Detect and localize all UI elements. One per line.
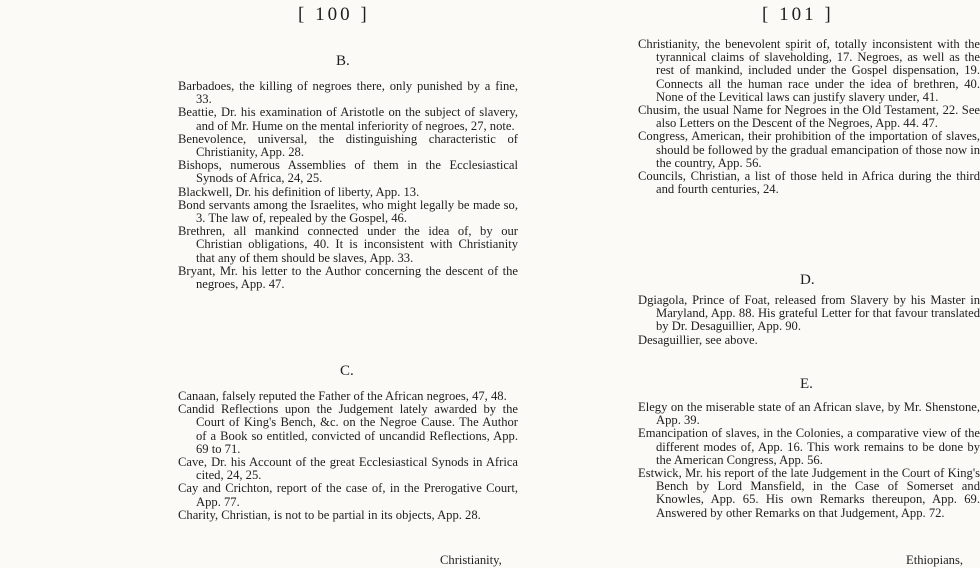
index-entry: Dgiagola, Prince of Foat, released from Slavery by his Master in Maryland, App. 88. His grateful Letter for that favour translated by Dr. Desaguillier, App. 90. [638,293,980,334]
catchword: Ethiopians, [906,553,964,567]
index-entry: Charity, Christian, is not to be partial in its objects, App. 28. [178,507,481,522]
index-entry: Estwick, Mr. his report of the late Judgement in the Court of King's Bench by Lord Mansfield, in the Case of Somerset and Knowles, App. 65. His own Remarks thereupon, App. 69. Answered by other Remarks on that Judgement, App. 72. [638,466,980,520]
page-number: [ 100 ] [298,4,370,25]
index-entry: Blackwell, Dr. his definition of liberty, App. 13. [178,184,420,199]
index-entry: Desaguillier, see above. [638,332,758,347]
index-entry: Bryant, Mr. his letter to the Author concerning the descent of the negroes, App. 47. [178,263,518,292]
section-heading-c: C. [340,363,354,379]
index-entry: Elegy on the miserable state of an African slave, by Mr. Shenstone, App. 39. [638,400,980,428]
index-entry: Cave, Dr. his Account of the great Ecclesiastical Synods in Africa cited, 24, 25. [178,455,518,483]
index-entry: Beattie, Dr. his examination of Aristotle on the subject of slavery, and of Mr. Hume on the mental inferiority of negroes, 27, note. [178,105,518,133]
index-entries-c [178,390,518,522]
section-heading-e: E. [800,376,813,392]
index-entry: Councils, Christian, a list of those held in Africa during the third and fourth centuries, 24. [638,169,980,197]
index-entries-d [638,294,980,347]
index-entry: Congress, American, their prohibition of the importation of slaves, should be followed by the gradual emancipation of those now in the country, App. 56. [638,129,980,170]
index-entry: Chusim, the usual Name for Negroes in the Old Testament, 22. See also Letters on the Descent of the Negroes, App. 44. 47. [638,103,980,131]
section-heading-d: D. [800,272,815,288]
index-entry: Cay and Crichton, report of the case of, in the Prerogative Court, App. 77. [178,481,518,509]
section-heading-b: B. [336,53,350,69]
index-entry: Canaan, falsely reputed the Father of the African negroes, 47, 48. [178,389,507,403]
index-entry: Candid Reflections upon the Judgement lately awarded by the Court of King's Bench, &c. on the Negroe Cause. The Author of a Book so entitled, convicted of uncandid Reflections, App. 69 to 71. [178,402,518,456]
right-page [628,0,980,568]
index-entry: Brethren, all mankind connected under the idea of, by our Christian obligations, 40. It is inconsistent with Christianity that any of them should be slaves, App. 33. [178,224,518,265]
catchword: Christianity, [440,553,502,567]
index-entry: Bond servants among the Israelites, who might legally be made so, 3. The law of, repealed by the Gospel, 46. [178,197,518,226]
index-entries-e [638,401,980,520]
index-entry: Bishops, numerous Assemblies of them in the Ecclesiastical Synods of Africa, 24, 25. [178,158,518,186]
page-number: [ 101 ] [762,4,834,25]
index-entries-b [178,80,518,291]
index-entry: Emancipation of slaves, in the Colonies, a comparative view of the different modes of, App. 16. This work remains to be done by the American Congress, App. 56. [638,426,980,467]
index-entries-c-cont [638,38,980,196]
index-entry: Barbadoes, the killing of negroes there, only punished by a fine, 33. [178,79,518,107]
index-entry: Christianity, the benevolent spirit of, totally inconsistent with the tyrannical claims of slaveholding, 17. Negroes, as well as the rest of mankind, included under the Gospel dispensation, 19. Connects all the human race under the idea of brethren, 40. None of the Levitical laws can justify slavery under, 41. [638,37,980,104]
index-entry: Benevolence, universal, the distinguishing characteristic of Christianity, App. 28. [178,131,518,160]
